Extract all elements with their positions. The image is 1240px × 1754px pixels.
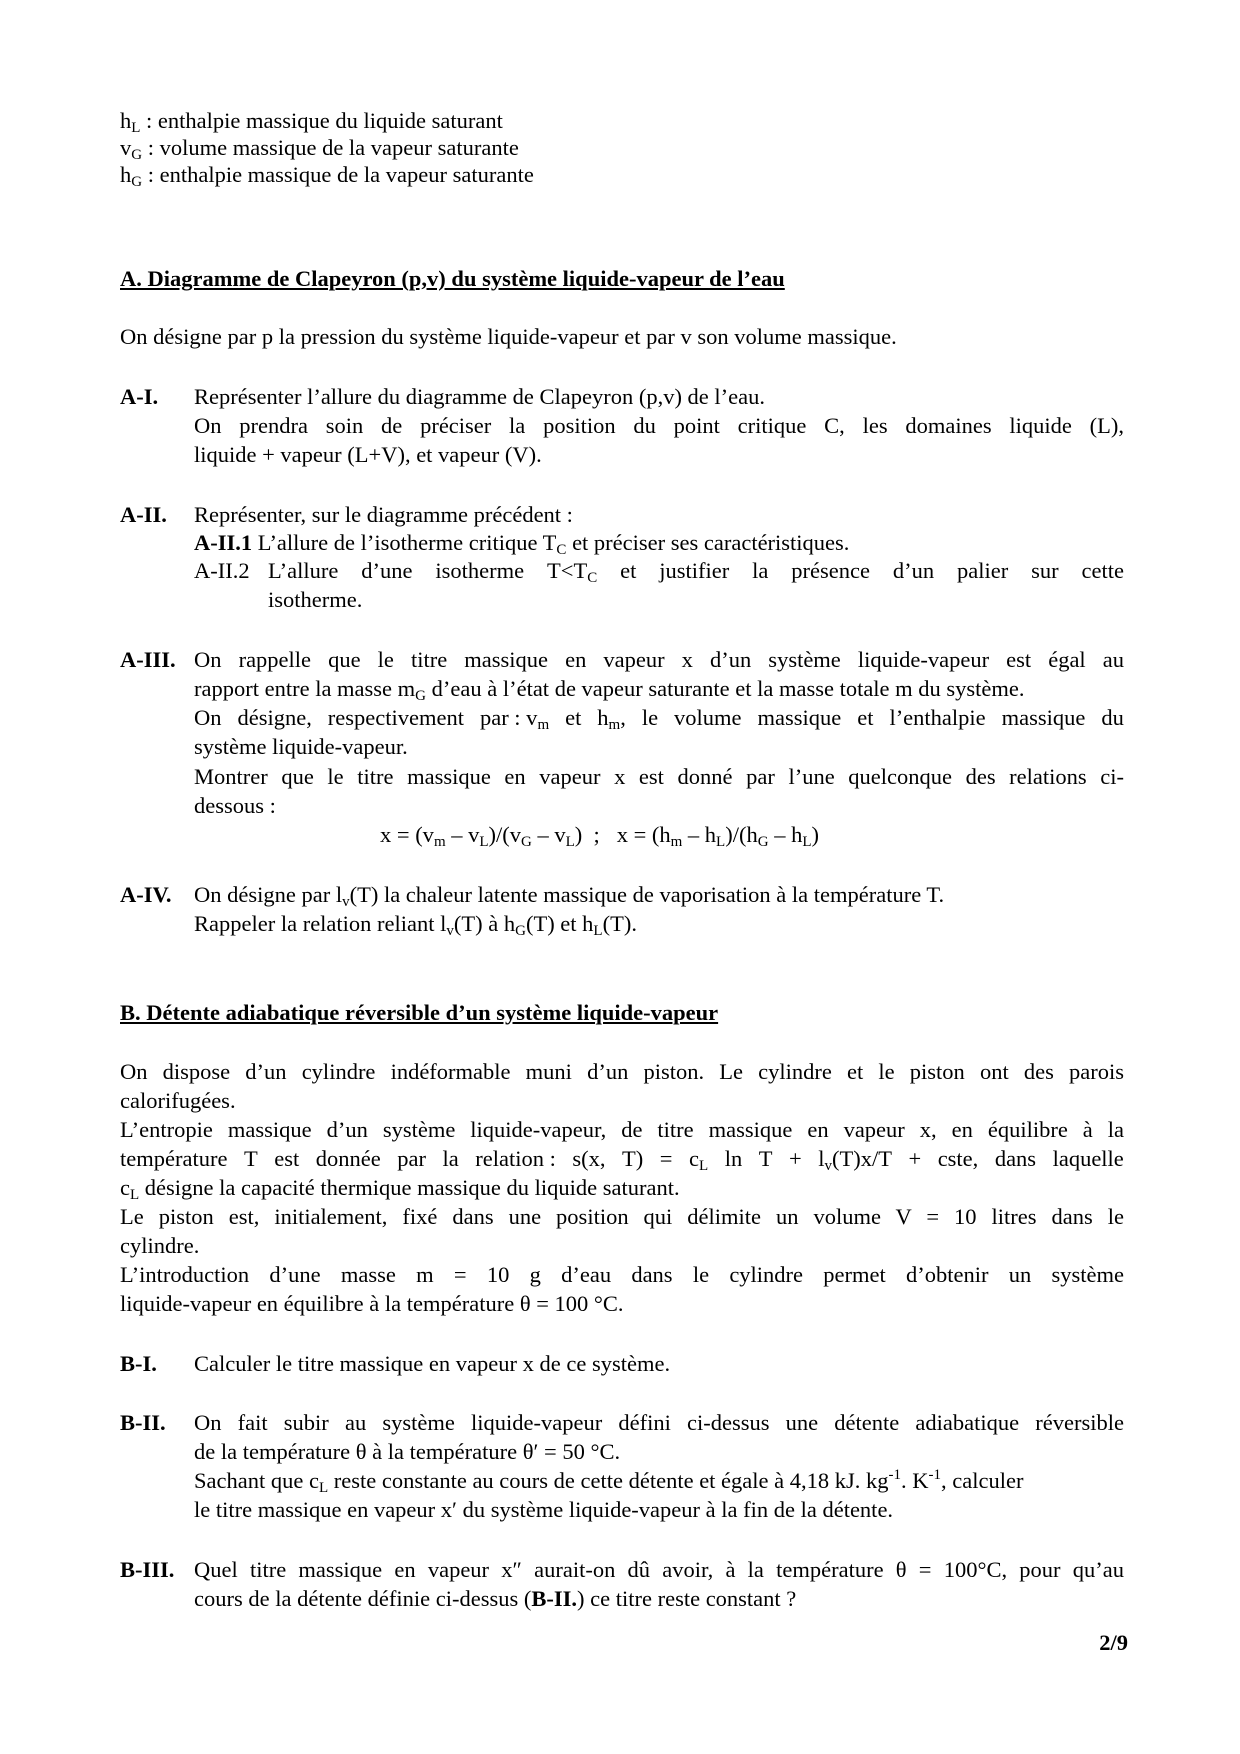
subquestion-a-ii-1: A-II.1 L’allure de l’isotherme critique $T_C$ et préciser ses caractéristiques. [194, 530, 850, 558]
question-label: B-III. [120, 1557, 175, 1582]
text-line: On dispose d’un cylindre indéformable muni d’un piston. Le cylindre et le piston ont des parois [120, 1059, 1124, 1084]
subquestion-a-ii-2: L’allure d’une isotherme $T<T_C$ et justifier la présence d’un palier sur cette [268, 558, 1124, 586]
text-line: Montrer que le titre massique en vapeur x est donné par l’une quelconque des relations ci- [194, 764, 1124, 789]
text-line: Le piston est, initialement, fixé dans une position qui délimite un volume V = 10 litres dans le [120, 1204, 1124, 1229]
section-a-title: A. Diagramme de Clapeyron (p,v) du système liquide-vapeur de l’eau [120, 266, 785, 291]
text-line: dessous : [194, 793, 276, 818]
text-line: liquide + vapeur (L+V), et vapeur (V). [194, 442, 542, 467]
question-label: A-II. [120, 502, 167, 527]
text-line: Représenter l’allure du diagramme de Clapeyron (p,v) de l’eau. [194, 384, 766, 409]
text-line: le titre massique en vapeur x′ du système liquide-vapeur à la fin de la détente. [194, 1497, 894, 1522]
question-label: B-II. [120, 1410, 166, 1435]
text-line: température T est donnée par la relation : s(x, T) = $c_L$ ln T + $l_v(T)x/T$ + cste, dans laquelle [120, 1146, 1124, 1174]
text-line: Quel titre massique en vapeur x″ aurait-on dû avoir, à la température θ = 100°C, pour qu’au [194, 1557, 1124, 1582]
page-number: 2/9 [1099, 1630, 1128, 1655]
text-line: Représenter, sur le diagramme précédent : [194, 502, 573, 527]
text-line: rapport entre la masse $m_G$ d’eau à l’état de vapeur saturante et la masse totale m du système. [194, 676, 1025, 704]
subquestion-a-ii-2-label: A-II.2 [194, 558, 250, 583]
text-line: cours de la détente définie ci-dessus (B-II.) ce titre reste constant ? [194, 1586, 797, 1611]
text-line: $c_L$ désigne la capacité thermique massique du liquide saturant. [120, 1175, 680, 1203]
text-line: Rappeler la relation reliant $l_v(T)$ à $h_G(T)$ et $h_L(T)$. [194, 911, 637, 939]
text-line: On désigne, respectivement par : $v_m$ et $h_m$, le volume massique et l’enthalpie massique du [194, 705, 1124, 733]
text-line: Calculer le titre massique en vapeur x de ce système. [194, 1351, 671, 1376]
section-b-title: B. Détente adiabatique réversible d’un système liquide-vapeur [120, 1000, 719, 1025]
text-line: calorifugées. [120, 1088, 236, 1113]
text-line: cylindre. [120, 1233, 200, 1258]
text-line: On rappelle que le titre massique en vapeur x d’un système liquide-vapeur est égal au [194, 647, 1124, 672]
question-label: B-I. [120, 1351, 157, 1376]
text-line: On prendra soin de préciser la position du point critique C, les domaines liquide (L), [194, 413, 1124, 438]
text-line: On fait subir au système liquide-vapeur défini ci-dessus une détente adiabatique réversible [194, 1410, 1124, 1435]
section-a-intro: On désigne par p la pression du système liquide-vapeur et par v son volume massique. [120, 324, 897, 349]
text-line: Sachant que $c_L$ reste constante au cours de cette détente et égale à 4,18 kJ. $kg^{-1}$. $K^{-1}$, calculer [194, 1467, 1024, 1496]
question-label: A-III. [120, 647, 176, 672]
question-label: A-I. [120, 384, 159, 409]
text-line: système liquide-vapeur. [194, 734, 408, 759]
def-hL: $h_L$ : enthalpie massique du liquide saturant [120, 108, 503, 136]
equation: $x = (v_m - v_L)/(v_G - v_L)$ ; $x = (h_m - h_L)/(h_G - h_L)$ [380, 822, 819, 850]
question-label: A-IV. [120, 882, 172, 907]
text-line: de la température θ à la température θ′ = 50 °C. [194, 1439, 621, 1464]
text-line: liquide-vapeur en équilibre à la température θ = 100 °C. [120, 1291, 624, 1316]
def-vG: $v_G$ : volume massique de la vapeur saturante [120, 135, 519, 163]
def-hG: $h_G$ : enthalpie massique de la vapeur saturante [120, 162, 534, 190]
text-line: isotherme. [268, 587, 363, 612]
text-line: L’entropie massique d’un système liquide-vapeur, de titre massique en vapeur x, en équilibre à la [120, 1117, 1124, 1142]
text-line: On désigne par $l_v(T)$ la chaleur latente massique de vaporisation à la température T. [194, 882, 945, 910]
text-line: L’introduction d’une masse m = 10 g d’eau dans le cylindre permet d’obtenir un système [120, 1262, 1124, 1287]
